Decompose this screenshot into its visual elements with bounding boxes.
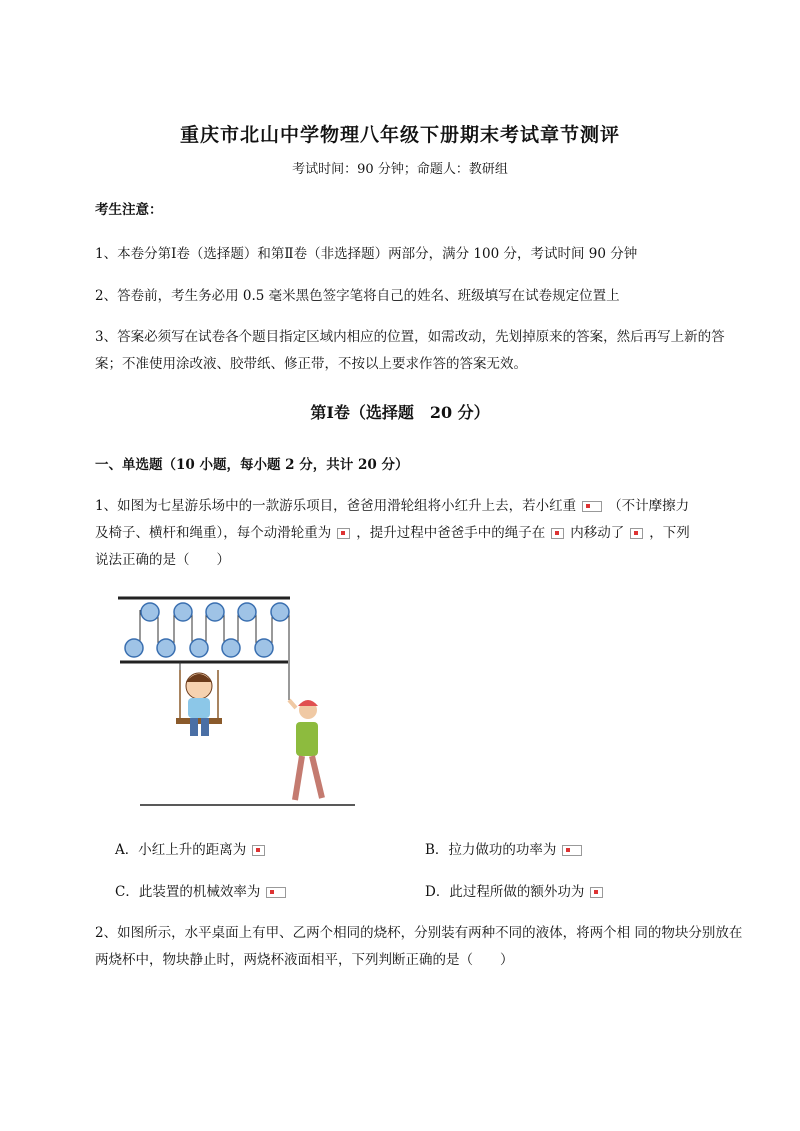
formula-image-icon xyxy=(630,528,643,539)
option-a[interactable] xyxy=(115,838,271,858)
formula-image-icon xyxy=(266,887,286,898)
notice-item-1: 1、本卷分第I卷（选择题）和第Ⅱ卷（非选择题）两部分，满分 100 分，考试时间 90 分钟 xyxy=(95,246,638,262)
formula-image-icon xyxy=(551,528,564,539)
option-c-label: C．此装置的机械效率为 xyxy=(115,884,261,900)
question-1-text xyxy=(95,493,750,574)
part-heading: 一、单选题（10 小题，每小题 2 分，共计 20 分） xyxy=(95,457,409,473)
option-b[interactable] xyxy=(425,838,588,858)
option-d-label: D．此过程所做的额外功为 xyxy=(425,884,585,900)
q1-seg7: 说法正确的是（ ） xyxy=(95,552,230,568)
exam-title: 重庆市北山中学物理八年级下册期末考试章节测评 xyxy=(179,124,620,146)
notice-heading: 考生注意： xyxy=(95,202,163,218)
option-b-label: B．拉力做功的功率为 xyxy=(425,842,557,858)
formula-image-icon xyxy=(562,845,582,856)
q1-seg3: 及椅子、横杆和绳重），每个动滑轮重为 xyxy=(95,525,332,541)
option-d[interactable] xyxy=(425,880,609,900)
q1-seg4: ，提升过程中爸爸手中的绳子在 xyxy=(356,525,546,541)
formula-image-icon xyxy=(582,501,602,512)
exam-subtitle: 考试时间：90 分钟；命题人：教研组 xyxy=(292,162,508,177)
notice-item-2: 2、答卷前，考生务必用 0.5 毫米黑色签字笔将自己的姓名、班级填写在试卷规定位置上 xyxy=(95,288,620,304)
q1-seg5: 内移动了 xyxy=(570,525,625,541)
q1-seg6: ，下列 xyxy=(649,525,690,541)
formula-image-icon xyxy=(252,845,265,856)
q1-seg1: 1、如图为七星游乐场中的一款游乐项目，爸爸用滑轮组将小红升上去，若小红重 xyxy=(95,498,577,514)
notice-item-3: 3、答案必须写在试卷各个题目指定区域内相应的位置，如需改动，先划掉原来的答案，然后再写上新的答案；不准使用涂改液、胶带纸、修正带，不按以上要求作答的答案无效。 xyxy=(95,329,725,372)
q1-seg2: （不计摩擦力 xyxy=(608,498,690,514)
pulley-illustration xyxy=(110,590,360,810)
section-title: 第I卷（选择题 20 分） xyxy=(310,403,490,422)
question-2-text: 2、如图所示，水平桌面上有甲、乙两个相同的烧杯，分别装有两种不同的液体，将两个相 同的物块分别放在两烧杯中，物块静止时，两烧杯液面相平，下列判断正确的是（ ） xyxy=(95,925,743,968)
option-c[interactable] xyxy=(115,880,292,900)
formula-image-icon xyxy=(590,887,603,898)
option-a-label: A．小红上升的距离为 xyxy=(115,842,247,858)
formula-image-icon xyxy=(337,528,350,539)
